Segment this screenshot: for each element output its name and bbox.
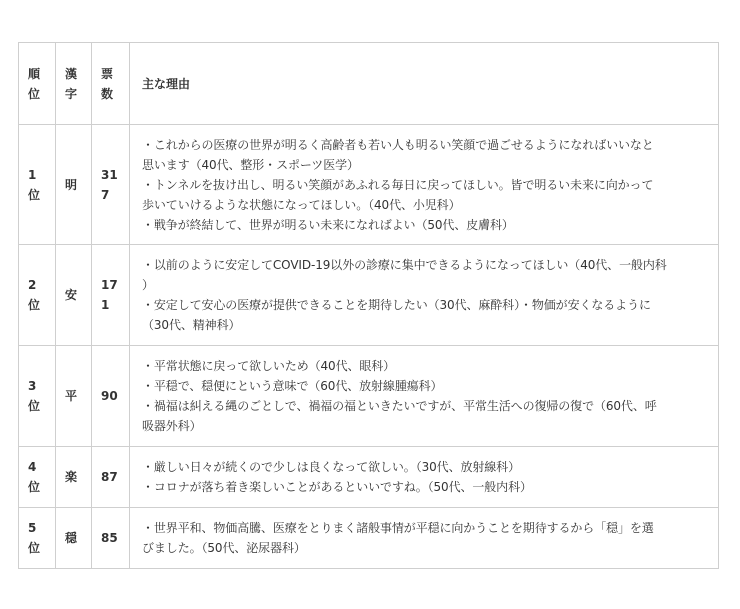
reason-line: ） [142,278,154,292]
kanji-cell: 穏 [56,508,92,569]
rank-suffix: 位 [28,187,41,202]
header-votes-line-1: 票 [101,66,114,81]
votes-cell: 85 [92,508,130,569]
reason-line: ・平常状態に戻って欲しいため（40代、眼科） [142,359,396,373]
table-row [19,447,719,508]
rank-cell [19,346,56,447]
reason-line: ・コロナが落ち着き楽しいことがあるといいですね。（50代、一般内科） [142,480,532,494]
rank-number: 2 [28,278,37,292]
reason-cell [130,447,719,508]
reason-line: びました。（50代、泌尿器科） [142,541,306,555]
table-row [19,125,719,245]
rank-suffix: 位 [28,298,41,312]
rank-cell [19,508,56,569]
votes-cell: 87 [92,447,130,508]
kanji-cell: 平 [56,346,92,447]
reason-line: ・これからの医療の世界が明るく高齢者も若い人も明るい笑顔で過ごせるようになればいいなと [142,137,654,152]
reason-line: ・平穏で、穏便にという意味で（60代、放射線腫瘍科） [142,379,443,393]
reason-cell [130,125,719,245]
votes-cell [92,125,130,245]
votes-cell: 90 [92,346,130,447]
header-kanji [56,43,92,125]
rank-cell [19,245,56,346]
reason-cell [130,245,719,346]
votes-line-1: 31 [101,167,118,182]
header-kanji-line-2: 字 [65,86,78,101]
kanji-cell: 安 [56,245,92,346]
reason-line: 歩いていけるような状態になってほしい。（40代、小児科） [142,197,461,212]
rank-number: 3 [28,379,37,393]
header-rank [19,43,56,125]
rank-cell [19,125,56,245]
header-kanji-line-1: 漢 [65,66,78,81]
table-row [19,508,719,569]
rank-number: 1 [28,167,37,182]
rank-suffix: 位 [28,480,41,494]
reason-line: （30代、精神科） [142,318,241,332]
kanji-cell: 楽 [56,447,92,508]
table-row [19,346,719,447]
table-body [19,43,719,569]
kanji-cell: 明 [56,125,92,245]
rank-number: 4 [28,460,37,474]
header-row [19,43,719,125]
reason-line: ・禍福は糾える縄のごとしで、禍福の福といきたいですが、平常生活への復帰の復で（60代、呼 [142,399,657,413]
reason-line: ・安定して安心の医療が提供できることを期待したい（30代、麻酔科）・物価が安くなるように [142,298,651,312]
rank-suffix: 位 [28,399,41,413]
header-rank-line-2: 位 [28,86,41,101]
reason-line: ・世界平和、物価高騰、医療をとりまく諸般事情が平穏に向かうことを期待するから「穏」を選 [142,521,654,535]
reason-line: ・戦争が終結して、世界が明るい未来になればよい（50代、皮膚科） [142,217,514,232]
table-row [19,245,719,346]
header-votes [92,43,130,125]
rank-number: 5 [28,521,37,535]
votes-line-2: 1 [101,298,110,312]
reason-line: 吸器外科） [142,419,202,433]
reason-cell [130,508,719,569]
reason-line: ・トンネルを抜け出し、明るい笑顔があふれる毎日に戻ってほしい。皆で明るい未来に向かって [142,177,654,192]
votes-cell [92,245,130,346]
reason-line: ・以前のように安定してCOVID-19以外の診療に集中できるようになってほしい（40代、一般内科 [142,258,667,272]
kanji-ranking-table [18,42,719,569]
reason-cell [130,346,719,447]
header-reason: 主な理由 [130,43,719,125]
header-rank-line-1: 順 [28,66,41,81]
votes-line-1: 17 [101,278,118,292]
header-votes-line-2: 数 [101,86,114,101]
reason-line: 思います（40代、整形・スポーツ医学） [142,157,359,172]
rank-suffix: 位 [28,541,41,555]
rank-cell [19,447,56,508]
reason-line: ・厳しい日々が続くので少しは良くなって欲しい。（30代、放射線科） [142,460,520,474]
votes-line-2: 7 [101,187,110,202]
